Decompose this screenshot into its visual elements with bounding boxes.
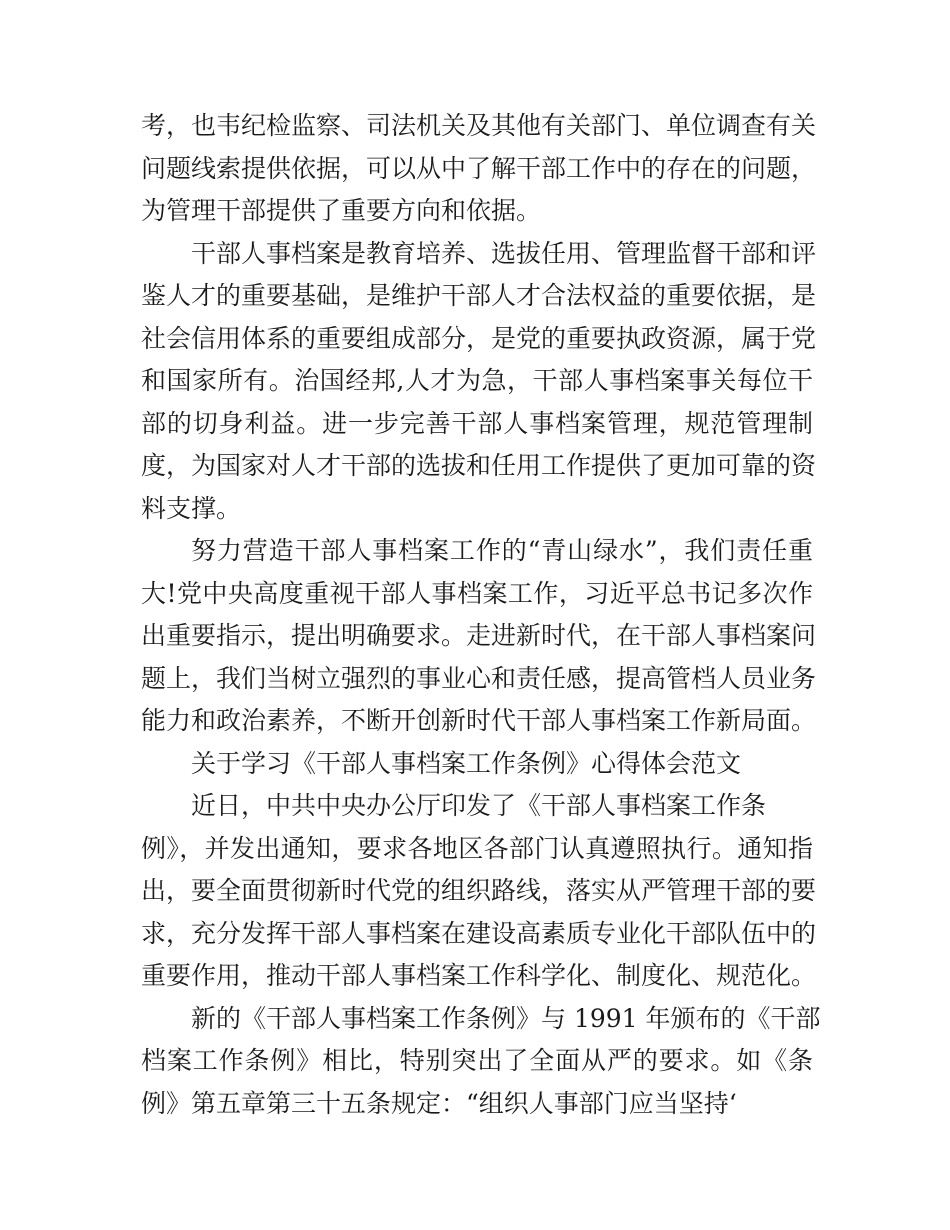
body-text xyxy=(141,105,821,1125)
text-line: 关于学习《干部人事档案工作条例》心得体会范文 xyxy=(191,748,742,778)
text-line: 档案工作条例》相比，特别突出了全面从严的要求。如《条 xyxy=(141,1046,813,1075)
text-line: 出，要全面贯彻新时代党的组织路线，落实从严管理干部的要 xyxy=(141,876,817,905)
text-line: 能力和政治素养，不断开创新时代干部人事档案工作新局面。 xyxy=(141,706,817,735)
text-line: 部的切身利益。进一步完善干部人事档案管理，规范管理制 xyxy=(141,408,813,438)
text-line: 近日，中共中央办公厅印发了《干部人事档案工作条 xyxy=(191,791,767,820)
text-line: 和国家所有。治国经邦,人才为急，干部人事档案事关每位干 xyxy=(141,366,813,395)
text-line: 新的《干部人事档案工作条例》与 1991 年颁布的《干部 xyxy=(191,1003,821,1033)
text-line: 例》，并发出通知，要求各地区各部门认真遵照执行。通知指 xyxy=(141,833,813,863)
text-line: 社会信用体系的重要组成部分，是党的重要执政资源，属于党 xyxy=(141,323,817,353)
text-line: 鉴人才的重要基础，是维护干部人才合法权益的重要依据，是 xyxy=(141,281,817,310)
text-line: 出重要指示，提出明确要求。走进新时代，在干部人事档案问 xyxy=(141,621,817,650)
text-line: 问题线索提供依据，可以从中了解干部工作中的存在的问题， xyxy=(141,153,817,183)
text-line: 度，为国家对人才干部的选拔和任用工作提供了更加可靠的资 xyxy=(141,451,817,480)
text-line: 考，也韦纪检监察、司法机关及其他有关部门、单位调查有关 xyxy=(141,111,817,140)
text-line: 例》第五章第三十五条规定：“组织人事部门应当坚持‘ xyxy=(141,1088,737,1118)
text-line: 努力营造干部人事档案工作的“青山绿水”，我们责任重 xyxy=(191,536,813,565)
text-line: 为管理干部提供了重要方向和依据。 xyxy=(141,196,542,225)
text-line: 大!党中央高度重视干部人事档案工作，习近平总书记多次作 xyxy=(141,578,813,608)
text-line: 干部人事档案是教育培养、选拔任用、管理监督干部和评 xyxy=(191,238,817,268)
text-line: 重要作用，推动干部人事档案工作科学化、制度化、规范化。 xyxy=(141,961,817,990)
text-line: 题上，我们当树立强烈的事业心和责任感，提高管档人员业务 xyxy=(141,663,817,693)
text-line: 求，充分发挥干部人事档案在建设高素质专业化干部队伍中的 xyxy=(141,918,817,948)
text-line: 料支撑。 xyxy=(141,493,242,523)
